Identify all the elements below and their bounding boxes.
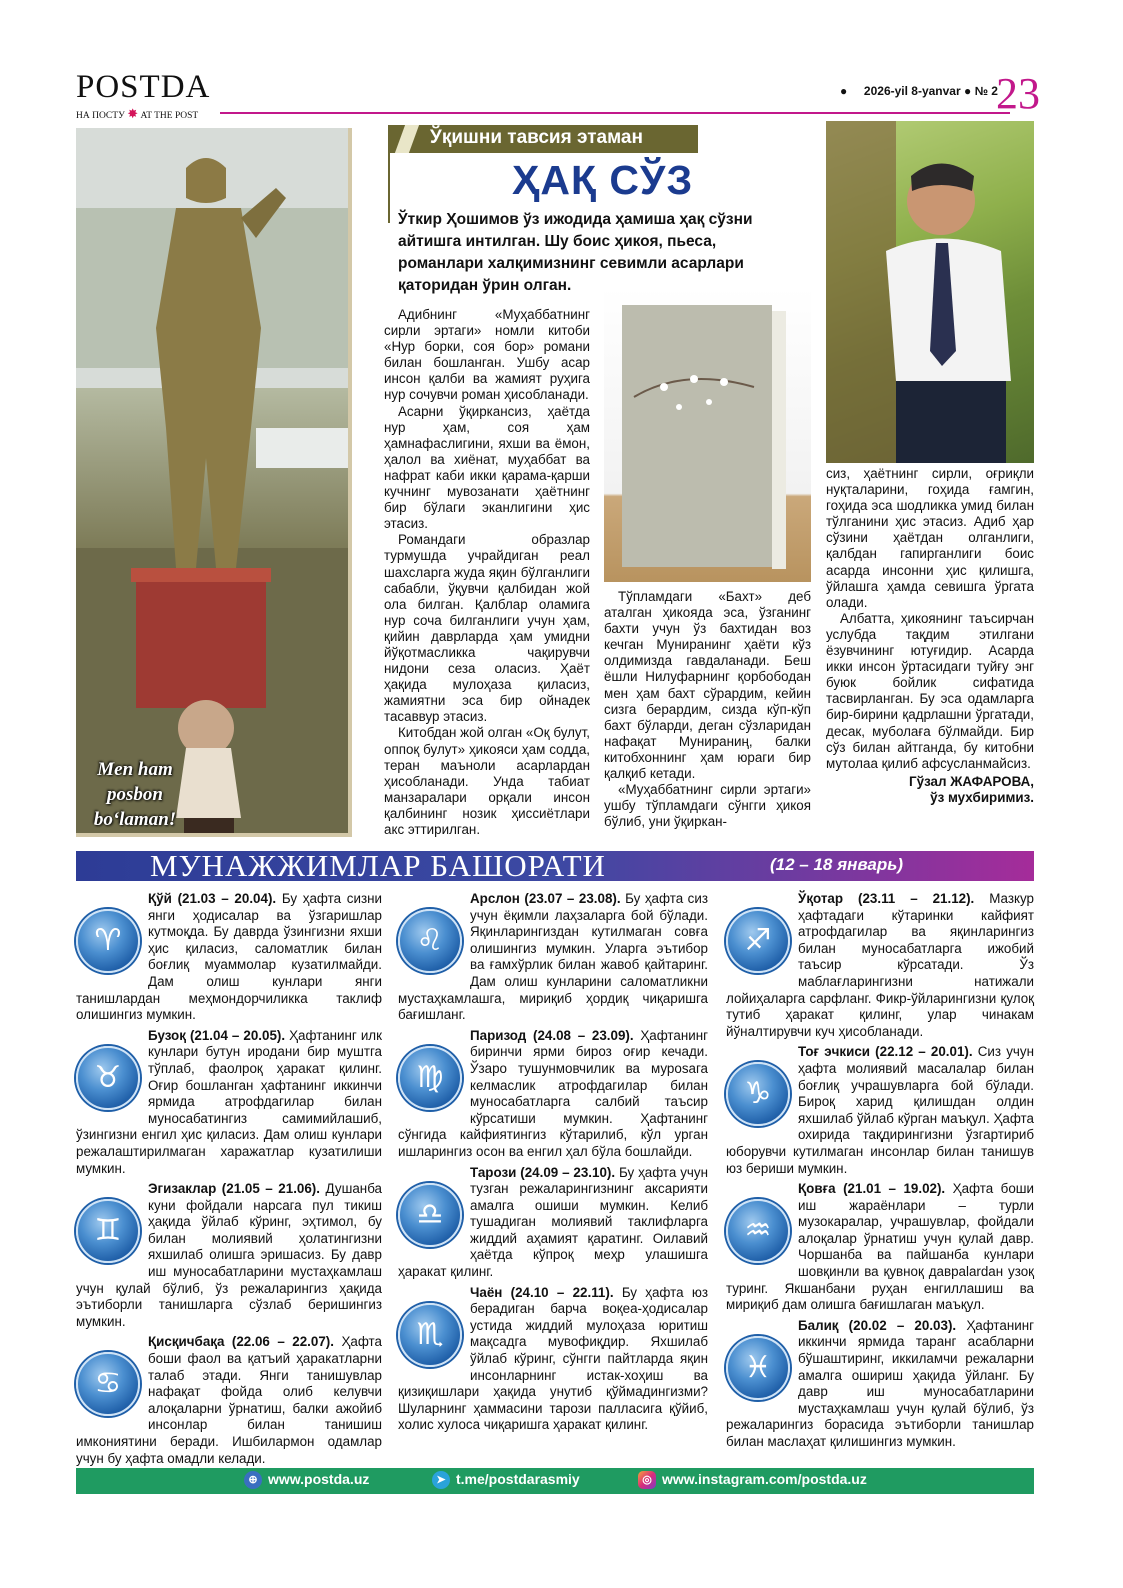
- article-paragraph: сиз, ҳаётнинг сирли, оғриқли нуқталарини, гоҳида ғамгин, гоҳида эса шодликка умид билан тўлганини ҳис этасиз. Адиб ҳар сўзини ҳаётдан олганлиги, қалбдан гапирганлиги боис асарда инсонни ҳис қилишга, ўйлашга ҳамда севишга ўргата олади.: [826, 466, 1034, 610]
- zodiac-sign-name: Қовға (21.01 – 19.02).: [798, 1181, 946, 1197]
- article-paragraph: Романдаги образлар турмушда учрайдиган реал шахсларга жуда яқин бўлганлиги сабабли, ўқувчи қалбидан жой ола билган. Қалблар оламига нур соча билганлиги учун ҳам, қийин даврларда ҳам умидни йўқотмасликка чақирувчи нидони сеза оласиз. Ҳаёт ҳақида мулоҳаза қиласиз, жамиятни эса бир ойнадек тасаввур этасиз.: [384, 532, 590, 725]
- bullet-icon: ●: [840, 84, 848, 98]
- zodiac-entry: [76, 1334, 382, 1467]
- byline-role: ўз мухбиримиз.: [930, 789, 1034, 805]
- zodiac-text: Ҳафта боши иш жараёнлари – турли музокаралар, учрашувлар, фойдали алоқалар ўрнатиш учун қулай давр. Чоршанба ва пайшанба кунлари шовқинли ва қувноқ даврalardан узоқ туринг. Якшанбани руҳан енгиллашиш ва мириқиб дам олишга бағишлаган маъқул.: [726, 1181, 1034, 1313]
- article-headline: ҲАҚ СЎЗ: [512, 157, 694, 203]
- zodiac-sign-name: Ўқотар (23.11 – 21.12).: [798, 891, 975, 906]
- zodiac-entry: [398, 1028, 708, 1161]
- telegram-label: t.me/postdarasmiy: [456, 1471, 580, 1487]
- horoscope-date-range: (12 – 18 январь): [770, 855, 904, 874]
- zodiac-sign-name: Қисқичбақа (22.06 – 22.07).: [148, 1334, 334, 1350]
- footer-telegram-link[interactable]: [432, 1471, 580, 1489]
- zodiac-sign-name: Паризод (24.08 – 23.09).: [470, 1027, 634, 1043]
- zodiac-sign-name: Эгизаклар (21.05 – 21.06).: [148, 1181, 320, 1197]
- zodiac-text: Бу ҳафта учун тузган режаларингизнинг аксарияти амалга ошиши мумкин. Келиб тушадиган молиявий таклифларга жиддий аҳамият қаратинг. Оилавий ҳаётда кўпроқ меҳр улашишга ҳаракат қилинг.: [398, 1164, 708, 1280]
- article-column-1: [384, 307, 590, 838]
- star-icon: ✸: [127, 106, 139, 121]
- libra-icon: ♎: [398, 1183, 462, 1247]
- zodiac-entry: [726, 1318, 1034, 1451]
- byline: [826, 774, 1034, 806]
- telegram-icon: ➤: [432, 1471, 450, 1489]
- scorpio-icon: ♏: [398, 1303, 462, 1367]
- sagittarius-icon: ♐: [726, 909, 790, 973]
- issue-info: [840, 84, 998, 98]
- instagram-icon: ◎: [638, 1471, 656, 1489]
- byline-name: Гўзал ЖАФАРОВА,: [909, 773, 1034, 789]
- virgo-icon: ♍: [398, 1046, 462, 1110]
- capricorn-icon: ♑: [726, 1062, 790, 1126]
- rubric-label: Ўқишни тавсия этаман: [430, 127, 643, 148]
- tagline-right: AT THE POST: [140, 111, 199, 121]
- masthead-tagline: [76, 106, 198, 122]
- newspaper-logo: POSTDA: [76, 69, 211, 105]
- article-paragraph: Албатта, ҳикоянинг таъсирчан услубда тақдим этилгани ёзувчининг ютуғидир. Асарда икки инсон ўртасидаги туйғу энг буюк бойлик сифатида тасвирланган. Бу эса одамларга бир-бирини қадрлашни ўргатади, десак, муболаға бўлмайди. Бир сўз билан айтганда, бу китобни мутолаа қилиб афсусланмайсиз.: [826, 610, 1034, 771]
- zodiac-sign-name: Қўй (21.03 – 20.04).: [148, 891, 277, 906]
- zodiac-text: Душанба куни фойдали нарсага пул тикиш ҳақида ўйлаб кўринг, эҳтимол, бу билан молиявий ҳолатингизни яхшилаб олишга эришасиз. Бу давр иш муносабатларини мустаҳкамлаш учун қулай бўлиб, ўз режаларингиз ҳақида эътиборли танишларга сўзлаб беришингиз мумкин.: [76, 1181, 382, 1329]
- zodiac-entry: [726, 1181, 1034, 1314]
- cancer-icon: ♋: [76, 1352, 140, 1416]
- zodiac-entry: [398, 891, 708, 1024]
- book-illustration: [604, 287, 811, 582]
- zodiac-sign-name: Тоғ эчкиси (22.12 – 20.01).: [798, 1044, 973, 1060]
- book-photo: [604, 287, 811, 582]
- article-lead: Ўткир Ҳошимов ўз ижодида ҳамиша ҳақ сўзни айтишга интилган. Шу боис ҳикоя, пьеса, романлари халқимизнинг севимли асарлари қаторидан ўрин олган.: [398, 211, 753, 294]
- website-label: www.postda.uz: [268, 1471, 370, 1487]
- zodiac-entry: [398, 1165, 708, 1281]
- zodiac-text: Бу ҳафта юз берадиган барча воқеа-ҳодисалар устида жиддий мулоҳаза юритиш мақсадга мувофиқдир. Яхшилаб ўйлаб кўринг, сўнгги пайтларда яқин инсонларнинг истак-хоҳиш ва қизиқишлари ҳақида унутиб қўймадингизми? Шуларнинг ҳаммасини тарози палласига қўйиб, холис хулоса чиқаришга ҳаракат қилинг.: [398, 1284, 708, 1433]
- header-rule: [220, 112, 1010, 114]
- article-paragraph: Асарни ўқиркансиз, ҳаётда нур ҳам, соя ҳам ҳамнафаслигини, яхши ва ёмон, ҳалол ва хиёнат, муҳаббат ва нафрат каби икки қарама-қарши кучнинг мувозанати ҳаётнинг бир бўлаги эканлигини ҳис этасиз.: [384, 403, 590, 532]
- zodiac-text: Ҳафтанинг биринчи ярми бироз оғир кечади. Ўзаро тушунмовчилик ва мурosaга келмаслик атрофдагилар билан муносабатларга салбий таъсир кўрсатиши мумкин. Ҳафтанинг сўнгида кайфиятингиз кўтарилиб, кўл урган ишларингиз осон ва енгил ҳал бўла бошлайди.: [398, 1027, 708, 1159]
- zodiac-sign-name: Арслон (23.07 – 23.08).: [470, 891, 621, 906]
- statue-illustration: [76, 128, 352, 837]
- zodiac-entry: [726, 1044, 1034, 1177]
- article-paragraph: «Муҳаббатнинг сирли эртаги» ушбу тўпламдаги сўнгги ҳикоя бўлиб, уни ўқиркан-: [604, 782, 811, 830]
- author-illustration: [826, 121, 1034, 463]
- horoscope-column-1: [76, 891, 382, 1471]
- article-paragraph: Тўпламдаги «Бахт» деб аталган ҳикояда эса, ўзганинг бахти учун ўз бахтидан воз кечган Мунирaнинг ҳаёти кўз олдимизда гавдаланади. Беш ёшли Нилуфарнинг қорбободан мен ҳам бахт сўрардим, кейин сизга берардим, сизда кўп-кўп бахт бўларди, деган сўзларидан нафақат Мунираниң, балки китобхоннинг ҳам юраги бир қалқиб кетади.: [604, 589, 811, 782]
- zodiac-sign-name: Балиқ (20.02 – 20.03).: [798, 1317, 957, 1333]
- zodiac-text: Мазкур ҳафтадаги кўтаринки кайфият атрофдагилар ва яқинларингиз билан муносабатларга ижобий таъсир кўрсатади. Ўз маблағларингизни натижали лойиҳаларга сарфланг. Фикр-ўйларингизни қулоқ тутиб ҳаракат қилинг, улар чинакам йўналтирувчи куч ҳисобланади.: [726, 891, 1034, 1039]
- zodiac-text: Бу ҳафта сизни янги ҳодисалар ва ўзгаришлар кутмоқда. Бу даврда ўзингизни яхши ҳис қиласиз, саломатлик билан боғлиқ муаммолар кузатилмайди. Дам олиш кунлари янги танишлардан меҳмондорчиликка таклиф олишингиз мумкин.: [76, 891, 382, 1023]
- footer-instagram-link[interactable]: [638, 1471, 867, 1489]
- article-paragraph: Адибнинг «Муҳаббатнинг сирли эртаги» номли китоби «Нур борки, соя бор» романи билан бошланган. Ушбу асар инсон қалби ва жамият руҳига нур сочувчи роман ҳисобланади.: [384, 307, 590, 403]
- zodiac-sign-name: Тарози (24.09 – 23.10).: [470, 1164, 616, 1180]
- zodiac-sign-name: Бузоқ (21.04 – 20.05).: [148, 1027, 286, 1043]
- article-paragraph: Китобдан жой олган «Оқ булут, оппоқ булут» ҳикояси ҳам содда, теран маъноли асарлардан ҳисобланади. Унда табиат манзаралари орқали инсон қалбининг нозик ҳиссиётлари акс эттирилган.: [384, 725, 590, 837]
- footer-website-link[interactable]: [244, 1471, 369, 1489]
- zodiac-entry: [76, 891, 382, 1024]
- zodiac-text: Сиз учун ҳафта молиявий масалалар билан боғлиқ учрашувларга бой бўлади. Бироқ харид қилишдан олдин яхшилаб ўйлаб кўрган маъқул. Ҳафта охирида тақдирингизни ўзгартириб юборувчи кутилмаган инсонлар билан танишув юз бериши мумкин.: [726, 1044, 1034, 1176]
- zodiac-text: Ҳафтанинг илк кунлари бутун иродани бир муштга тўплаб, фаолроқ ҳаракат қилинг. Оғир бошланган ҳафтанинг иккинчи ярмида атрофдагилар билан муносабатингиз самимийлашиб, ўзингизни енгил ҳис қиласиз. Дам олиш кунлари режалаштирилмаган харажатлар кузатилиши мумкин.: [76, 1027, 382, 1176]
- leo-icon: ♌: [398, 909, 462, 973]
- zodiac-entry: [76, 1181, 382, 1330]
- instagram-label: www.instagram.com/postda.uz: [662, 1471, 867, 1487]
- gemini-icon: ♊: [76, 1199, 140, 1263]
- masthead: [76, 70, 210, 104]
- issue-date-number: 2026-yil 8-yanvar ● № 2: [863, 84, 998, 98]
- zodiac-entry: [398, 1285, 708, 1434]
- horoscope-column-2: [398, 891, 708, 1438]
- article-column-2: [604, 589, 811, 830]
- globe-icon: ⊕: [244, 1471, 262, 1489]
- page-number: 23: [996, 69, 1040, 118]
- zodiac-entry: [726, 891, 1034, 1040]
- zodiac-text: Ҳафта боши фаол ва қатъий ҳаракатларни талаб этади. Янги танишувлар нафақат фойда олиб келувчи алоқаларни ўрнатиш, балки ажойиб инсонлар билан танишиш имкониятини беради. Ишбилармон одамлар учун бу ҳафта омадли келади.: [76, 1334, 382, 1466]
- horoscope-title: МУНАЖЖИМЛАР БАШОРАТИ: [150, 848, 606, 883]
- aquarius-icon: ♒: [726, 1199, 790, 1263]
- zodiac-text: Ҳафтанинг иккинчи ярмида таранг асабларни бўшаштиринг, иккиламчи режаларни амалга ошириш ҳақида ўйланг. Бу давр иш муносабатларини мустаҳкамлаш учун қулай бўлиб, ўз режаларингиз борасида эътиборли танишлар билан маслаҳат қилишингиз мумкин.: [726, 1317, 1034, 1449]
- aries-icon: ♈: [76, 909, 140, 973]
- horoscope-column-3: [726, 891, 1034, 1455]
- article-column-3: [826, 466, 1034, 806]
- zodiac-sign-name: Чаён (24.10 – 22.11).: [470, 1284, 614, 1300]
- pisces-icon: ♓: [726, 1336, 790, 1400]
- rubric-rule: [388, 153, 390, 223]
- taurus-icon: ♉: [76, 1046, 140, 1110]
- statue-photo: [76, 128, 352, 837]
- zodiac-text: Бу ҳафта сиз учун ёқимли лаҳзаларга бой бўлади. Яқинларингиздан кутилмаган совға олишингиз мумкин. Уларга эътибор ва ғамхўрлик билан жавоб қайтаринг. Дам олиш кунларини саломатликни мустаҳкамлашга, мириқиб ҳордиқ чиқаришга бағишланг.: [398, 891, 708, 1023]
- tagline-left: НА ПОСТУ: [76, 111, 125, 121]
- photo-caption: Men ham posbon bo‘laman!: [93, 759, 177, 830]
- author-photo: [826, 121, 1034, 463]
- zodiac-entry: [76, 1028, 382, 1177]
